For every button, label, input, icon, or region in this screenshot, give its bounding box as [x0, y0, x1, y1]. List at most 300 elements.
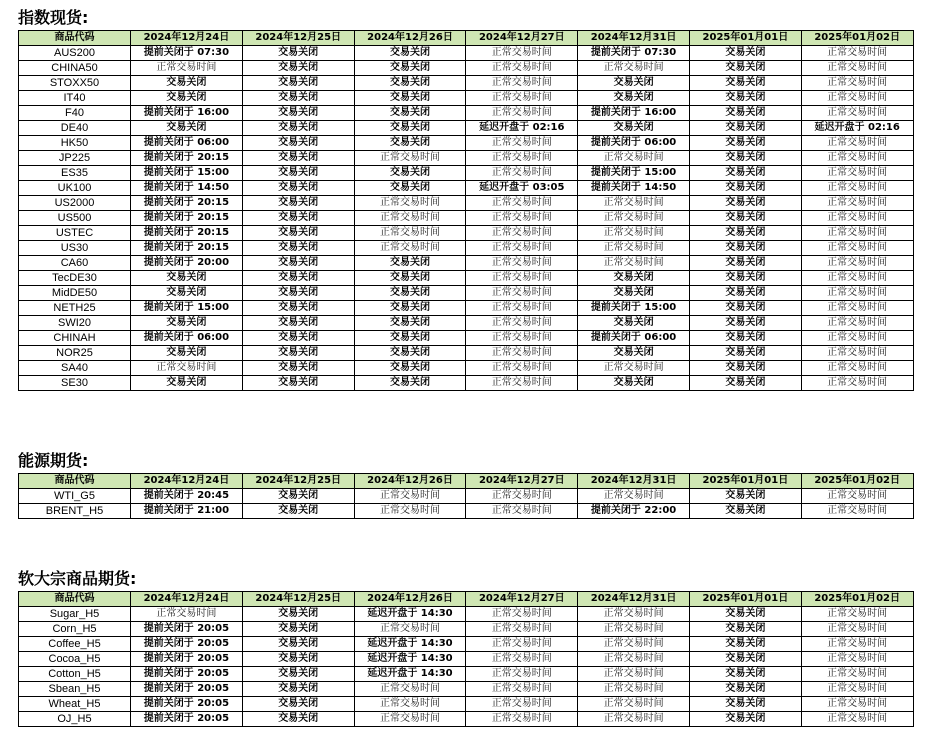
section-index-spot [18, 6, 914, 391]
table-row [19, 76, 914, 91]
status-cell: 正常交易时间 [801, 226, 913, 241]
status-cell: 正常交易时间 [354, 211, 466, 226]
status-cell: 交易关闭 [242, 331, 354, 346]
status-cell: 交易关闭 [131, 121, 243, 136]
status-cell: 交易关闭 [131, 91, 243, 106]
symbol-cell: US2000 [19, 196, 131, 211]
status-cell: 提前关闭于 15:00 [131, 301, 243, 316]
status-cell: 延迟开盘于 03:05 [466, 181, 578, 196]
status-cell: 交易关闭 [242, 106, 354, 121]
status-cell: 正常交易时间 [801, 286, 913, 301]
status-cell: 交易关闭 [689, 667, 801, 682]
status-cell: 正常交易时间 [801, 652, 913, 667]
table-row [19, 667, 914, 682]
status-cell: 正常交易时间 [466, 46, 578, 61]
status-cell: 正常交易时间 [578, 489, 690, 504]
symbol-cell: IT40 [19, 91, 131, 106]
status-cell: 正常交易时间 [801, 166, 913, 181]
header-date: 2024年12月26日 [354, 31, 466, 46]
status-cell: 正常交易时间 [466, 489, 578, 504]
status-cell: 交易关闭 [689, 286, 801, 301]
symbol-cell: TecDE30 [19, 271, 131, 286]
status-cell: 提前关闭于 21:00 [131, 504, 243, 519]
status-cell: 交易关闭 [242, 622, 354, 637]
status-cell: 交易关闭 [242, 76, 354, 91]
status-cell: 提前关闭于 20:45 [131, 489, 243, 504]
status-cell: 交易关闭 [689, 504, 801, 519]
status-cell: 交易关闭 [354, 46, 466, 61]
status-cell: 交易关闭 [242, 121, 354, 136]
status-cell: 正常交易时间 [466, 106, 578, 121]
symbol-cell: CA60 [19, 256, 131, 271]
status-cell: 交易关闭 [242, 46, 354, 61]
table-row [19, 181, 914, 196]
table-row [19, 637, 914, 652]
status-cell: 交易关闭 [689, 121, 801, 136]
status-cell: 正常交易时间 [801, 46, 913, 61]
status-cell: 正常交易时间 [131, 361, 243, 376]
status-cell: 交易关闭 [242, 504, 354, 519]
status-cell: 提前关闭于 20:05 [131, 712, 243, 727]
status-cell: 正常交易时间 [354, 151, 466, 166]
status-cell: 交易关闭 [242, 346, 354, 361]
symbol-cell: NOR25 [19, 346, 131, 361]
status-cell: 正常交易时间 [578, 622, 690, 637]
status-cell: 交易关闭 [242, 489, 354, 504]
status-cell: 交易关闭 [242, 316, 354, 331]
status-cell: 正常交易时间 [354, 489, 466, 504]
status-cell: 交易关闭 [242, 607, 354, 622]
header-date: 2024年12月31日 [578, 592, 690, 607]
schedule-table [18, 30, 914, 391]
status-cell: 正常交易时间 [578, 61, 690, 76]
status-cell: 正常交易时间 [466, 682, 578, 697]
status-cell: 正常交易时间 [466, 504, 578, 519]
status-cell: 正常交易时间 [801, 682, 913, 697]
status-cell: 交易关闭 [242, 652, 354, 667]
status-cell: 交易关闭 [578, 376, 690, 391]
symbol-cell: STOXX50 [19, 76, 131, 91]
status-cell: 提前关闭于 20:15 [131, 196, 243, 211]
status-cell: 交易关闭 [242, 361, 354, 376]
status-cell: 正常交易时间 [801, 361, 913, 376]
header-code: 商品代码 [19, 592, 131, 607]
status-cell: 正常交易时间 [801, 271, 913, 286]
status-cell: 正常交易时间 [354, 712, 466, 727]
status-cell: 正常交易时间 [801, 181, 913, 196]
status-cell: 交易关闭 [242, 682, 354, 697]
table-row [19, 286, 914, 301]
status-cell: 交易关闭 [131, 316, 243, 331]
status-cell: 正常交易时间 [801, 607, 913, 622]
status-cell: 正常交易时间 [801, 136, 913, 151]
status-cell: 交易关闭 [354, 76, 466, 91]
symbol-cell: CHINA50 [19, 61, 131, 76]
status-cell: 正常交易时间 [801, 637, 913, 652]
status-cell: 提前关闭于 20:15 [131, 241, 243, 256]
status-cell: 正常交易时间 [466, 271, 578, 286]
status-cell: 提前关闭于 20:05 [131, 697, 243, 712]
status-cell: 正常交易时间 [466, 361, 578, 376]
status-cell: 正常交易时间 [578, 607, 690, 622]
symbol-cell: F40 [19, 106, 131, 121]
symbol-cell: AUS200 [19, 46, 131, 61]
header-row [19, 474, 914, 489]
status-cell: 正常交易时间 [801, 667, 913, 682]
symbol-cell: Wheat_H5 [19, 697, 131, 712]
status-cell: 交易关闭 [689, 256, 801, 271]
status-cell: 交易关闭 [354, 331, 466, 346]
status-cell: 交易关闭 [689, 196, 801, 211]
status-cell: 正常交易时间 [466, 712, 578, 727]
status-cell: 交易关闭 [689, 181, 801, 196]
table-row [19, 91, 914, 106]
status-cell: 交易关闭 [354, 361, 466, 376]
table-row [19, 211, 914, 226]
status-cell: 交易关闭 [689, 106, 801, 121]
table-row [19, 682, 914, 697]
status-cell: 交易关闭 [578, 76, 690, 91]
symbol-cell: Sbean_H5 [19, 682, 131, 697]
status-cell: 交易关闭 [354, 61, 466, 76]
status-cell: 正常交易时间 [466, 166, 578, 181]
section-title: 能源期货: [18, 451, 89, 470]
header-date: 2024年12月25日 [242, 31, 354, 46]
status-cell: 提前关闭于 06:00 [578, 331, 690, 346]
status-cell: 交易关闭 [689, 46, 801, 61]
status-cell: 正常交易时间 [354, 622, 466, 637]
header-row [19, 31, 914, 46]
section-soft-commodity-futures [18, 567, 914, 727]
table-row [19, 226, 914, 241]
status-cell: 交易关闭 [131, 376, 243, 391]
status-cell: 交易关闭 [242, 301, 354, 316]
status-cell: 提前关闭于 16:00 [131, 106, 243, 121]
status-cell: 交易关闭 [578, 346, 690, 361]
table-row [19, 376, 914, 391]
table-row [19, 151, 914, 166]
status-cell: 交易关闭 [242, 712, 354, 727]
status-cell: 正常交易时间 [466, 241, 578, 256]
status-cell: 交易关闭 [689, 331, 801, 346]
table-row [19, 301, 914, 316]
status-cell: 正常交易时间 [354, 241, 466, 256]
status-cell: 交易关闭 [689, 301, 801, 316]
status-cell: 交易关闭 [689, 607, 801, 622]
status-cell: 正常交易时间 [466, 256, 578, 271]
status-cell: 提前关闭于 20:05 [131, 622, 243, 637]
status-cell: 正常交易时间 [466, 637, 578, 652]
header-date: 2024年12月25日 [242, 474, 354, 489]
status-cell: 提前关闭于 20:00 [131, 256, 243, 271]
status-cell: 提前关闭于 20:15 [131, 151, 243, 166]
table-row [19, 106, 914, 121]
status-cell: 提前关闭于 15:00 [578, 301, 690, 316]
status-cell: 正常交易时间 [466, 301, 578, 316]
status-cell: 正常交易时间 [801, 106, 913, 121]
table-row [19, 166, 914, 181]
header-date: 2024年12月27日 [466, 592, 578, 607]
status-cell: 正常交易时间 [801, 622, 913, 637]
status-cell: 正常交易时间 [466, 136, 578, 151]
status-cell: 交易关闭 [242, 697, 354, 712]
section-title: 指数现货: [18, 8, 89, 27]
status-cell: 正常交易时间 [578, 241, 690, 256]
table-row [19, 196, 914, 211]
status-cell: 交易关闭 [689, 361, 801, 376]
table-row [19, 489, 914, 504]
status-cell: 提前关闭于 15:00 [578, 166, 690, 181]
status-cell: 延迟开盘于 14:30 [354, 637, 466, 652]
status-cell: 正常交易时间 [466, 652, 578, 667]
status-cell: 正常交易时间 [578, 667, 690, 682]
table-row [19, 46, 914, 61]
status-cell: 交易关闭 [354, 181, 466, 196]
status-cell: 延迟开盘于 02:16 [801, 121, 913, 136]
header-date: 2025年01月02日 [801, 592, 913, 607]
status-cell: 正常交易时间 [354, 196, 466, 211]
status-cell: 正常交易时间 [131, 61, 243, 76]
status-cell: 正常交易时间 [354, 682, 466, 697]
status-cell: 正常交易时间 [466, 226, 578, 241]
status-cell: 正常交易时间 [801, 697, 913, 712]
status-cell: 交易关闭 [689, 682, 801, 697]
header-date: 2024年12月25日 [242, 592, 354, 607]
status-cell: 正常交易时间 [578, 637, 690, 652]
schedule-table [18, 473, 914, 519]
symbol-cell: Sugar_H5 [19, 607, 131, 622]
status-cell: 交易关闭 [354, 316, 466, 331]
status-cell: 交易关闭 [242, 91, 354, 106]
status-cell: 正常交易时间 [466, 622, 578, 637]
status-cell: 交易关闭 [242, 196, 354, 211]
status-cell: 交易关闭 [354, 301, 466, 316]
symbol-cell: Cocoa_H5 [19, 652, 131, 667]
status-cell: 正常交易时间 [466, 331, 578, 346]
status-cell: 提前关闭于 20:15 [131, 211, 243, 226]
status-cell: 正常交易时间 [466, 376, 578, 391]
status-cell: 正常交易时间 [801, 76, 913, 91]
table-row [19, 61, 914, 76]
status-cell: 交易关闭 [354, 91, 466, 106]
status-cell: 正常交易时间 [578, 211, 690, 226]
status-cell: 正常交易时间 [466, 286, 578, 301]
status-cell: 正常交易时间 [801, 489, 913, 504]
status-cell: 交易关闭 [242, 151, 354, 166]
status-cell: 交易关闭 [242, 271, 354, 286]
status-cell: 交易关闭 [242, 286, 354, 301]
symbol-cell: OJ_H5 [19, 712, 131, 727]
status-cell: 交易关闭 [689, 76, 801, 91]
status-cell: 正常交易时间 [466, 697, 578, 712]
symbol-cell: US500 [19, 211, 131, 226]
status-cell: 交易关闭 [131, 76, 243, 91]
status-cell: 交易关闭 [354, 136, 466, 151]
status-cell: 正常交易时间 [578, 151, 690, 166]
status-cell: 正常交易时间 [466, 211, 578, 226]
symbol-cell: Corn_H5 [19, 622, 131, 637]
table-row [19, 622, 914, 637]
status-cell: 交易关闭 [578, 316, 690, 331]
status-cell: 交易关闭 [689, 489, 801, 504]
status-cell: 交易关闭 [354, 286, 466, 301]
status-cell: 提前关闭于 20:05 [131, 652, 243, 667]
table-row [19, 256, 914, 271]
status-cell: 交易关闭 [578, 271, 690, 286]
header-date: 2025年01月01日 [689, 474, 801, 489]
status-cell: 正常交易时间 [801, 331, 913, 346]
status-cell: 正常交易时间 [801, 196, 913, 211]
status-cell: 提前关闭于 20:05 [131, 637, 243, 652]
status-cell: 正常交易时间 [578, 712, 690, 727]
symbol-cell: US30 [19, 241, 131, 256]
header-date: 2025年01月02日 [801, 474, 913, 489]
header-date: 2024年12月26日 [354, 592, 466, 607]
header-date: 2024年12月24日 [131, 592, 243, 607]
status-cell: 交易关闭 [689, 622, 801, 637]
status-cell: 提前关闭于 20:05 [131, 667, 243, 682]
status-cell: 正常交易时间 [466, 316, 578, 331]
header-date: 2025年01月01日 [689, 31, 801, 46]
header-date: 2025年01月01日 [689, 592, 801, 607]
header-date: 2024年12月24日 [131, 474, 243, 489]
status-cell: 交易关闭 [689, 211, 801, 226]
table-row [19, 346, 914, 361]
table-row [19, 271, 914, 286]
status-cell: 提前关闭于 15:00 [131, 166, 243, 181]
status-cell: 正常交易时间 [354, 697, 466, 712]
header-code: 商品代码 [19, 31, 131, 46]
status-cell: 提前关闭于 14:50 [578, 181, 690, 196]
status-cell: 交易关闭 [354, 121, 466, 136]
status-cell: 交易关闭 [689, 136, 801, 151]
status-cell: 交易关闭 [131, 346, 243, 361]
status-cell: 提前关闭于 06:00 [131, 331, 243, 346]
status-cell: 延迟开盘于 02:16 [466, 121, 578, 136]
status-cell: 交易关闭 [131, 271, 243, 286]
symbol-cell: SE30 [19, 376, 131, 391]
status-cell: 正常交易时间 [801, 316, 913, 331]
status-cell: 正常交易时间 [578, 652, 690, 667]
table-row [19, 316, 914, 331]
status-cell: 正常交易时间 [801, 91, 913, 106]
status-cell: 正常交易时间 [466, 346, 578, 361]
status-cell: 正常交易时间 [466, 196, 578, 211]
status-cell: 交易关闭 [354, 166, 466, 181]
status-cell: 交易关闭 [578, 286, 690, 301]
status-cell: 正常交易时间 [354, 226, 466, 241]
status-cell: 正常交易时间 [131, 607, 243, 622]
status-cell: 交易关闭 [689, 712, 801, 727]
symbol-cell: USTEC [19, 226, 131, 241]
status-cell: 交易关闭 [354, 106, 466, 121]
status-cell: 交易关闭 [689, 376, 801, 391]
table-row [19, 121, 914, 136]
table-row [19, 136, 914, 151]
status-cell: 提前关闭于 06:00 [578, 136, 690, 151]
status-cell: 正常交易时间 [801, 346, 913, 361]
status-cell: 交易关闭 [242, 181, 354, 196]
status-cell: 交易关闭 [242, 376, 354, 391]
status-cell: 正常交易时间 [578, 682, 690, 697]
status-cell: 交易关闭 [689, 61, 801, 76]
status-cell: 正常交易时间 [801, 376, 913, 391]
symbol-cell: MidDE50 [19, 286, 131, 301]
status-cell: 延迟开盘于 14:30 [354, 607, 466, 622]
status-cell: 正常交易时间 [578, 196, 690, 211]
status-cell: 提前关闭于 20:05 [131, 682, 243, 697]
table-row [19, 607, 914, 622]
status-cell: 提前关闭于 07:30 [578, 46, 690, 61]
symbol-cell: HK50 [19, 136, 131, 151]
status-cell: 提前关闭于 16:00 [578, 106, 690, 121]
status-cell: 正常交易时间 [801, 211, 913, 226]
status-cell: 延迟开盘于 14:30 [354, 652, 466, 667]
section-title: 软大宗商品期货: [18, 569, 137, 588]
header-date: 2024年12月31日 [578, 31, 690, 46]
status-cell: 正常交易时间 [466, 61, 578, 76]
status-cell: 正常交易时间 [801, 504, 913, 519]
status-cell: 交易关闭 [354, 271, 466, 286]
status-cell: 交易关闭 [689, 226, 801, 241]
symbol-cell: JP225 [19, 151, 131, 166]
header-date: 2024年12月31日 [578, 474, 690, 489]
header-date: 2024年12月27日 [466, 474, 578, 489]
header-row [19, 592, 914, 607]
status-cell: 交易关闭 [242, 61, 354, 76]
status-cell: 交易关闭 [689, 697, 801, 712]
table-row [19, 697, 914, 712]
header-date: 2024年12月24日 [131, 31, 243, 46]
status-cell: 正常交易时间 [801, 301, 913, 316]
header-date: 2025年01月02日 [801, 31, 913, 46]
symbol-cell: UK100 [19, 181, 131, 196]
status-cell: 提前关闭于 14:50 [131, 181, 243, 196]
section-energy-futures [18, 449, 914, 519]
symbol-cell: WTI_G5 [19, 489, 131, 504]
status-cell: 交易关闭 [689, 637, 801, 652]
status-cell: 延迟开盘于 14:30 [354, 667, 466, 682]
status-cell: 交易关闭 [242, 211, 354, 226]
status-cell: 交易关闭 [242, 637, 354, 652]
status-cell: 交易关闭 [689, 316, 801, 331]
header-date: 2024年12月26日 [354, 474, 466, 489]
table-row [19, 504, 914, 519]
schedule-table [18, 591, 914, 727]
status-cell: 交易关闭 [242, 226, 354, 241]
status-cell: 正常交易时间 [801, 61, 913, 76]
table-row [19, 241, 914, 256]
status-cell: 交易关闭 [131, 286, 243, 301]
status-cell: 交易关闭 [689, 271, 801, 286]
status-cell: 正常交易时间 [466, 76, 578, 91]
status-cell: 提前关闭于 20:15 [131, 226, 243, 241]
status-cell: 正常交易时间 [466, 607, 578, 622]
status-cell: 正常交易时间 [354, 504, 466, 519]
table-row [19, 361, 914, 376]
status-cell: 正常交易时间 [578, 256, 690, 271]
symbol-cell: DE40 [19, 121, 131, 136]
status-cell: 交易关闭 [242, 241, 354, 256]
header-date: 2024年12月27日 [466, 31, 578, 46]
header-code: 商品代码 [19, 474, 131, 489]
status-cell: 交易关闭 [242, 256, 354, 271]
status-cell: 交易关闭 [689, 346, 801, 361]
status-cell: 正常交易时间 [466, 667, 578, 682]
status-cell: 交易关闭 [242, 667, 354, 682]
table-row [19, 652, 914, 667]
status-cell: 正常交易时间 [466, 91, 578, 106]
